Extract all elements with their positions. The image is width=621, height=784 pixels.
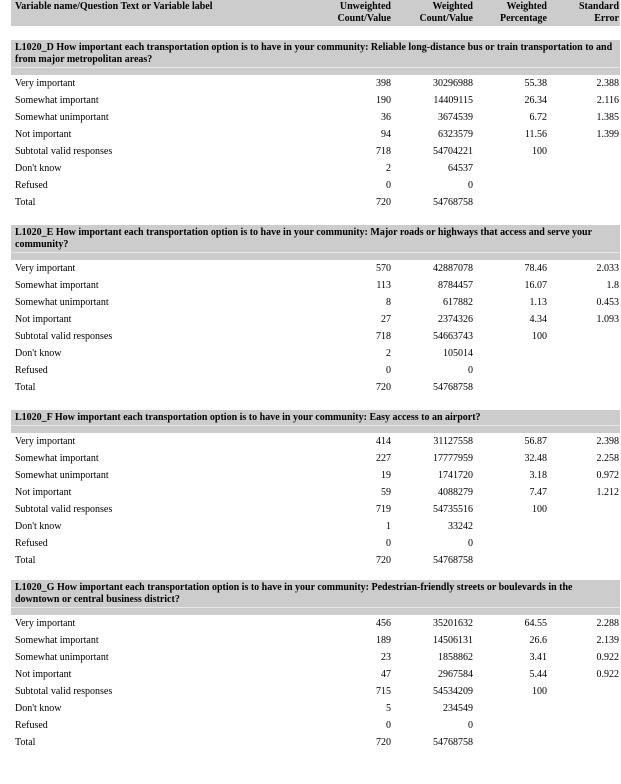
table-row xyxy=(11,311,620,328)
weighted-percentage: 4.34 xyxy=(529,314,547,325)
row-label: Somewhat important xyxy=(15,95,99,106)
unweighted-count: 0 xyxy=(386,538,391,549)
weighted-percentage: 16.07 xyxy=(524,280,547,291)
weighted-percentage: 3.41 xyxy=(529,652,547,663)
row-label: Refused xyxy=(15,538,48,549)
table-row xyxy=(11,683,620,700)
header-unweighted xyxy=(337,1,391,25)
standard-error: 2.258 xyxy=(596,453,619,464)
row-label: Total xyxy=(15,737,36,748)
unweighted-count: 715 xyxy=(376,686,391,697)
header-percentage-line1: Weighted xyxy=(506,1,547,12)
weighted-percentage: 100 xyxy=(532,331,547,342)
row-label: Don't know xyxy=(15,703,62,714)
standard-error: 1.399 xyxy=(596,129,619,140)
table-row xyxy=(11,362,620,379)
table-row xyxy=(11,666,620,683)
table-row xyxy=(11,501,620,518)
unweighted-count: 0 xyxy=(386,180,391,191)
unweighted-count: 1 xyxy=(386,521,391,532)
standard-error: 2.388 xyxy=(596,78,619,89)
weighted-percentage: 64.55 xyxy=(524,618,547,629)
table-row xyxy=(11,126,620,143)
weighted-percentage: 100 xyxy=(532,504,547,515)
weighted-percentage: 100 xyxy=(532,686,547,697)
weighted-count: 2967584 xyxy=(438,669,473,680)
table-row xyxy=(11,345,620,362)
standard-error: 2.288 xyxy=(596,618,619,629)
row-label: Don't know xyxy=(15,348,62,359)
header-weighted xyxy=(419,1,473,25)
row-label: Don't know xyxy=(15,521,62,532)
header-weighted-line2: Count/Value xyxy=(419,13,473,24)
table-row xyxy=(11,433,620,450)
question-section xyxy=(11,410,620,569)
standard-error: 2.398 xyxy=(596,436,619,447)
weighted-count: 3674539 xyxy=(438,112,473,123)
unweighted-count: 227 xyxy=(376,453,391,464)
weighted-count: 234549 xyxy=(443,703,473,714)
row-label: Somewhat important xyxy=(15,453,99,464)
unweighted-count: 718 xyxy=(376,331,391,342)
question-title: L1020_F How important each transportation option is to have in your community: Easy access to an airport? xyxy=(11,410,620,425)
row-label: Somewhat important xyxy=(15,635,99,646)
unweighted-count: 2 xyxy=(386,163,391,174)
standard-error: 1.093 xyxy=(596,314,619,325)
row-label: Somewhat unimportant xyxy=(15,652,109,663)
header-percentage-line2: Percentage xyxy=(499,13,547,24)
row-label: Total xyxy=(15,382,36,393)
row-label: Somewhat unimportant xyxy=(15,112,109,123)
table-row xyxy=(11,109,620,126)
table-row xyxy=(11,535,620,552)
standard-error: 0.972 xyxy=(596,470,619,481)
row-label: Refused xyxy=(15,365,48,376)
question-title: L1020_D How important each transportation option is to have in your community: Reliable long-distance bus or train transportation to and from major metropolitan areas? xyxy=(11,40,620,67)
weighted-percentage: 5.44 xyxy=(529,669,547,680)
weighted-count: 54663743 xyxy=(433,331,473,342)
weighted-count: 0 xyxy=(468,720,473,731)
question-title-band xyxy=(11,607,620,615)
weighted-count: 0 xyxy=(468,538,473,549)
row-label: Somewhat unimportant xyxy=(15,470,109,481)
weighted-count: 35201632 xyxy=(433,618,473,629)
table-row xyxy=(11,615,620,632)
unweighted-count: 113 xyxy=(376,280,391,291)
unweighted-count: 2 xyxy=(386,348,391,359)
unweighted-count: 5 xyxy=(386,703,391,714)
standard-error: 0.922 xyxy=(596,652,619,663)
question-section xyxy=(11,580,620,751)
weighted-percentage: 11.56 xyxy=(524,129,547,140)
weighted-count: 31127558 xyxy=(433,436,473,447)
weighted-count: 17777959 xyxy=(433,453,473,464)
unweighted-count: 8 xyxy=(386,297,391,308)
header-percentage xyxy=(500,1,547,25)
table-row xyxy=(11,160,620,177)
table-row xyxy=(11,518,620,535)
unweighted-count: 59 xyxy=(381,487,391,498)
weighted-percentage: 56.87 xyxy=(524,436,547,447)
weighted-count: 54735516 xyxy=(433,504,473,515)
table-row xyxy=(11,552,620,569)
unweighted-count: 0 xyxy=(386,720,391,731)
weighted-count: 0 xyxy=(468,365,473,376)
unweighted-count: 23 xyxy=(381,652,391,663)
standard-error: 0.922 xyxy=(596,669,619,680)
row-label: Subtotal valid responses xyxy=(15,146,113,157)
weighted-percentage: 6.72 xyxy=(529,112,547,123)
question-title-band xyxy=(11,252,620,260)
weighted-count: 105014 xyxy=(443,348,473,359)
weighted-count: 14409115 xyxy=(433,95,473,106)
header-unweighted-line1: Unweighted xyxy=(339,1,391,12)
unweighted-count: 47 xyxy=(381,669,391,680)
weighted-count: 54534209 xyxy=(433,686,473,697)
row-label: Not important xyxy=(15,669,72,680)
weighted-count: 1858862 xyxy=(438,652,473,663)
row-label: Not important xyxy=(15,314,72,325)
table-row xyxy=(11,294,620,311)
row-label: Don't know xyxy=(15,163,62,174)
row-label: Very important xyxy=(15,618,76,629)
table-row xyxy=(11,717,620,734)
question-section xyxy=(11,225,620,396)
row-label: Total xyxy=(15,555,36,566)
unweighted-count: 36 xyxy=(381,112,391,123)
header-se-line2: Error xyxy=(594,13,619,24)
table-row xyxy=(11,649,620,666)
unweighted-count: 720 xyxy=(376,382,391,393)
table-header xyxy=(11,0,620,26)
table-row xyxy=(11,277,620,294)
weighted-count: 4088279 xyxy=(438,487,473,498)
unweighted-count: 0 xyxy=(386,365,391,376)
row-label: Total xyxy=(15,197,36,208)
weighted-percentage: 26.34 xyxy=(524,95,547,106)
table-row xyxy=(11,177,620,194)
table-row xyxy=(11,143,620,160)
weighted-count: 0 xyxy=(468,180,473,191)
weighted-percentage: 100 xyxy=(532,146,547,157)
unweighted-count: 398 xyxy=(376,78,391,89)
table-row xyxy=(11,328,620,345)
weighted-count: 1741720 xyxy=(438,470,473,481)
unweighted-count: 456 xyxy=(376,618,391,629)
row-label: Very important xyxy=(15,436,76,447)
weighted-percentage: 55.38 xyxy=(524,78,547,89)
unweighted-count: 720 xyxy=(376,555,391,566)
weighted-percentage: 78.46 xyxy=(524,263,547,274)
question-title: L1020_E How important each transportation option is to have in your community: Major roads or highways that access and serve your community? xyxy=(11,225,620,252)
weighted-count: 2374326 xyxy=(438,314,473,325)
row-label: Subtotal valid responses xyxy=(15,686,113,697)
weighted-percentage: 1.13 xyxy=(529,297,547,308)
weighted-count: 8784457 xyxy=(438,280,473,291)
weighted-count: 64537 xyxy=(448,163,473,174)
weighted-count: 30296988 xyxy=(433,78,473,89)
weighted-percentage: 3.18 xyxy=(529,470,547,481)
table-row xyxy=(11,194,620,211)
question-section xyxy=(11,40,620,211)
weighted-count: 54768758 xyxy=(433,197,473,208)
codebook-table xyxy=(11,0,620,748)
row-label: Somewhat important xyxy=(15,280,99,291)
weighted-count: 6323579 xyxy=(438,129,473,140)
table-row xyxy=(11,632,620,649)
table-row xyxy=(11,379,620,396)
weighted-count: 14506131 xyxy=(433,635,473,646)
table-row xyxy=(11,92,620,109)
table-row xyxy=(11,260,620,277)
table-row xyxy=(11,450,620,467)
weighted-count: 33242 xyxy=(448,521,473,532)
weighted-percentage: 26.6 xyxy=(529,635,547,646)
weighted-count: 54768758 xyxy=(433,555,473,566)
header-weighted-line1: Weighted xyxy=(432,1,473,12)
standard-error: 2.139 xyxy=(596,635,619,646)
weighted-percentage: 7.47 xyxy=(529,487,547,498)
weighted-count: 54768758 xyxy=(433,382,473,393)
standard-error: 1.385 xyxy=(596,112,619,123)
row-label: Not important xyxy=(15,129,72,140)
question-title-band xyxy=(11,425,620,433)
header-variable-label: Variable name/Question Text or Variable label xyxy=(15,1,213,12)
row-label: Refused xyxy=(15,180,48,191)
unweighted-count: 719 xyxy=(376,504,391,515)
unweighted-count: 718 xyxy=(376,146,391,157)
header-unweighted-line2: Count/Value xyxy=(337,13,391,24)
unweighted-count: 94 xyxy=(381,129,391,140)
standard-error: 2.033 xyxy=(596,263,619,274)
row-label: Very important xyxy=(15,78,76,89)
row-label: Subtotal valid responses xyxy=(15,331,113,342)
standard-error: 1.8 xyxy=(606,280,619,291)
unweighted-count: 19 xyxy=(381,470,391,481)
unweighted-count: 720 xyxy=(376,197,391,208)
question-title-band xyxy=(11,67,620,75)
standard-error: 0.453 xyxy=(596,297,619,308)
row-label: Not important xyxy=(15,487,72,498)
unweighted-count: 720 xyxy=(376,737,391,748)
row-label: Subtotal valid responses xyxy=(15,504,113,515)
unweighted-count: 189 xyxy=(376,635,391,646)
row-label: Somewhat unimportant xyxy=(15,297,109,308)
unweighted-count: 27 xyxy=(381,314,391,325)
weighted-count: 617882 xyxy=(443,297,473,308)
weighted-percentage: 32.48 xyxy=(524,453,547,464)
table-row xyxy=(11,75,620,92)
weighted-count: 54768758 xyxy=(433,737,473,748)
table-row xyxy=(11,484,620,501)
unweighted-count: 190 xyxy=(376,95,391,106)
table-row xyxy=(11,467,620,484)
question-title: L1020_G How important each transportation option is to have in your community: Pedestrian-friendly streets or boulevards in the downtown or central business district? xyxy=(11,580,620,607)
weighted-count: 42887078 xyxy=(433,263,473,274)
table-row xyxy=(11,734,620,751)
unweighted-count: 570 xyxy=(376,263,391,274)
row-label: Refused xyxy=(15,720,48,731)
unweighted-count: 414 xyxy=(376,436,391,447)
standard-error: 1.212 xyxy=(596,487,619,498)
header-se-line1: Standard xyxy=(578,1,619,12)
row-label: Very important xyxy=(15,263,76,274)
header-standard-error xyxy=(579,1,619,25)
table-row xyxy=(11,700,620,717)
weighted-count: 54704221 xyxy=(433,146,473,157)
standard-error: 2.116 xyxy=(596,95,619,106)
